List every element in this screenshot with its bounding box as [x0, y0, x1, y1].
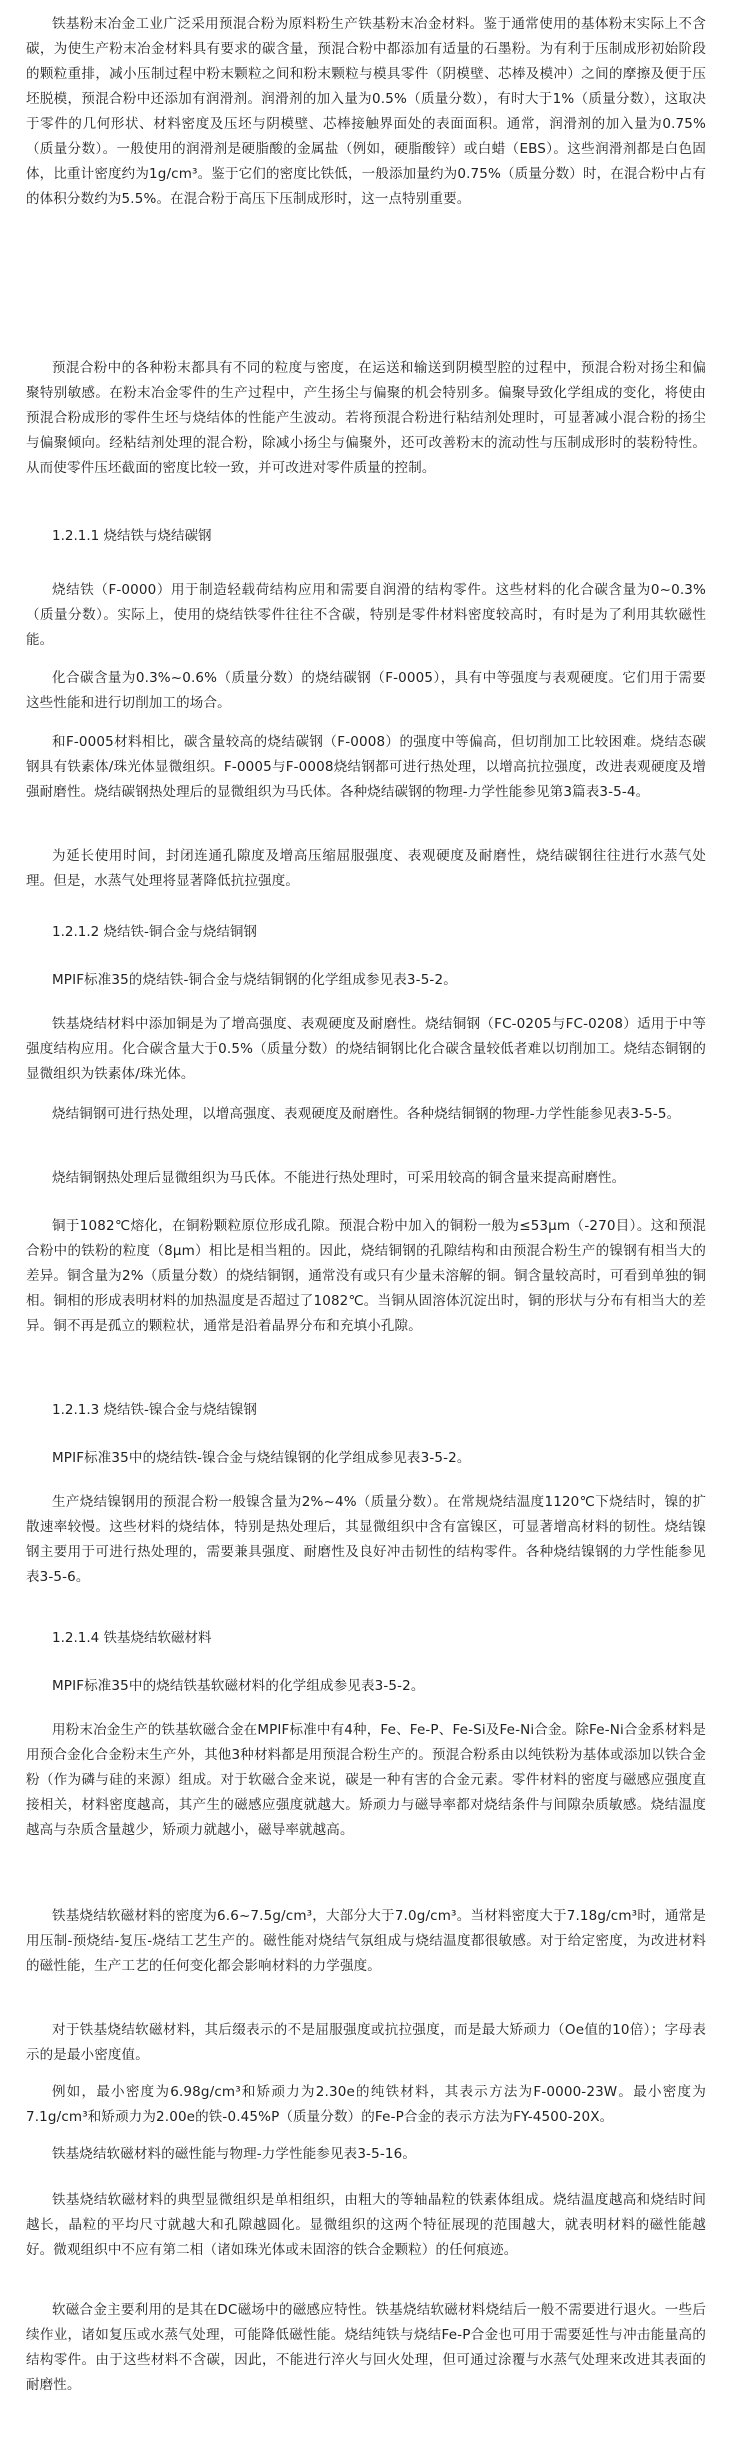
section-heading-iron-copper: 1.2.1.2 烧结铁-铜合金与烧结铜钢 [52, 924, 257, 940]
paragraph-designation-example: 例如，最小密度为6.98g/cm³和矫顽力为2.30e的纯铁材料，其表示方法为F-0000-23W。最小密度为7.1g/cm³和矫顽力为2.00e的铁-0.45%P（质量分数）的Fe-P合金的表示方法为FY-4500-20X。 [26, 2084, 706, 2125]
paragraph-copper-steel-use: 铁基烧结材料中添加铜是为了增高强度、表观硬度及耐磨性。烧结铜钢（FC-0205与FC-0208）适用于中等强度结构应用。化合碳含量大于0.5%（质量分数）的烧结铜钢比化合碳含量较低者难以切削加工。烧结态铜钢的显微组织为铁素体/珠光体。 [26, 1016, 706, 1082]
paragraph-segregation: 预混合粉中的各种粉末都具有不同的粒度与密度，在运送和输送到阴模型腔的过程中，预混合粉对扬尘和偏聚特别敏感。在粉末冶金零件的生产过程中，产生扬尘与偏聚的机会特别多。偏聚导致化学组成的变化，将使由预混合粉成形的零件生坯与烧结体的性能产生波动。若将预混合粉进行粘结剂处理时，可显著减小混合粉的扬尘与偏聚倾向。经粘结剂处理的混合粉，除减小扬尘与偏聚外，还可改善粉末的流动性与压制成形时的装粉特性。从而使零件压坯截面的密度比较一致，并可改进对零件质量的控制。 [26, 360, 706, 476]
paragraph-carbon-content: 化合碳含量为0.3%~0.6%（质量分数）的烧结碳钢（F-0005），具有中等强度与表观硬度。它们用于需要这些性能和进行切削加工的场合。 [26, 670, 706, 711]
paragraph-suffix-meaning: 对于铁基烧结软磁材料，其后缀表示的不是屈服强度或抗拉强度，而是最大矫顽力（Oe值的10倍）；字母表示的是最小密度值。 [26, 2022, 706, 2063]
section-heading-soft-magnetic: 1.2.1.4 铁基烧结软磁材料 [52, 1630, 212, 1646]
paragraph-soft-magnetic-alloys: 用粉末冶金生产的铁基软磁合金在MPIF标准中有4种，Fe、Fe-P、Fe-Si及Fe-Ni合金。除Fe-Ni合金系材料是用预合金化合金粉末生产外，其他3种材料都是用预混合粉生产的。预混合粉系由以纯铁粉为基体或添加以铁合金粉（作为磷与硅的来源）组成。对于软磁合金来说，碳是一种有害的合金元素。零件材料的密度与磁感应强度直接相关，材料密度越高，其产生的磁感应强度就越大。矫顽力与磁导率都对烧结条件与间隙杂质敏感。烧结温度越高与杂质含量越少，矫顽力就越小，磁导率就越高。 [26, 1722, 706, 1838]
paragraph-microstructure: 铁基烧结软磁材料的典型显微组织是单相组织，由粗大的等轴晶粒的铁素体组成。烧结温度越高和烧结时间越长，晶粒的平均尺寸就越大和孔隙越圆化。显微组织的这两个特征展现的范围越大，就表明材料的磁性能越好。微观组织中不应有第二相（诸如珠光体或未固溶的铁合金颗粒）的任何痕迹。 [26, 2192, 706, 2258]
paragraph-copper-melting: 铜于1082℃熔化，在铜粉颗粒原位形成孔隙。预混合粉中加入的铜粉一般为≤53μm（-270目）。这和预混合粉中的铁粉的粒度（8μm）相比是相当粗的。因此，烧结铜钢的孔隙结构和由预混合粉生产的镍钢有相当大的差异。铜含量为2%（质量分数）的烧结铜钢，通常没有或只有少量未溶解的铜。铜含量较高时，可看到单独的铜相。铜相的形成表明材料的加热温度是否超过了1082℃。当铜从固溶体沉淀出时，铜的形状与分布有相当大的差异。铜不再是孤立的颗粒状，通常是沿着晶界分布和充填小孔隙。 [26, 1218, 706, 1334]
paragraph-sintered-iron: 烧结铁（F-0000）用于制造轻载荷结构应用和需要自润滑的结构零件。这些材料的化合碳含量为0~0.3%（质量分数）。实际上，使用的烧结铁零件往往不含碳，特别是零件材料密度较高时，有时是为了利用其软磁性能。 [26, 582, 706, 648]
paragraph-copper-heat-treatment: 烧结铜钢可进行热处理，以增高强度、表观硬度及耐磨性。各种烧结铜钢的物理-力学性能参见表3-5-5。 [52, 1106, 681, 1122]
paragraph-soft-magnetic-density: 铁基烧结软磁材料的密度为6.6~7.5g/cm³，大部分大于7.0g/cm³。当材料密度大于7.18g/cm³时，通常是用压制-预烧结-复压-烧结工艺生产的。磁性能对烧结气氛组成与烧结温度都很敏感。对于给定密度，为改进材料的磁性能，生产工艺的任何变化都会影响材料的力学强度。 [26, 1908, 706, 1974]
paragraph-nickel-steel: 生产烧结镍钢用的预混合粉一般镍含量为2%~4%（质量分数）。在常规烧结温度1120℃下烧结时，镍的扩散速率较慢。这些材料的烧结体，特别是热处理后，其显微组织中含有富镍区，可显著增高材料的韧性。烧结镍钢主要用于可进行热处理的，需要兼具强度、耐磨性及良好冲击韧性的结构零件。各种烧结镍钢的力学性能参见表3-5-6。 [26, 1494, 706, 1585]
paragraph-martensite: 烧结铜钢热处理后显微组织为马氏体。不能进行热处理时，可采用较高的铜含量来提高耐磨性。 [52, 1170, 626, 1186]
section-heading-sintered-iron-carbon-steel: 1.2.1.1 烧结铁与烧结碳钢 [52, 528, 212, 544]
paragraph-magnetic-properties-table: 铁基烧结软磁材料的磁性能与物理-力学性能参见表3-5-16。 [52, 2146, 416, 2162]
paragraph-steam-treatment: 为延长使用时间，封闭连通孔隙度及增高压缩屈服强度、表观硬度及耐磨性，烧结碳钢往往进行水蒸气处理。但是，水蒸气处理将显著降低抗拉强度。 [26, 848, 706, 889]
paragraph-dc-field: 软磁合金主要利用的是其在DC磁场中的磁感应特性。铁基烧结软磁材料烧结后一般不需要进行退火。一些后续作业，诸如复压或水蒸气处理，可能降低磁性能。烧结纯铁与烧结Fe-P合金也可用于需要延性与冲击能量高的结构零件。由于这些材料不含碳，因此，不能进行淬火与回火处理，但可通过涂覆与水蒸气处理来改进其表面的耐磨性。 [26, 2302, 706, 2393]
paragraph-premix-intro: 铁基粉末冶金工业广泛采用预混合粉为原料粉生产铁基粉末冶金材料。鉴于通常使用的基体粉末实际上不含碳，为使生产粉末冶金材料具有要求的碳含量，预混合粉中都添加有适量的石墨粉。为有利于压制成形初始阶段的颗粒重排，减小压制过程中粉末颗粒之间和粉末颗粒与模具零件（阴模壁、芯棒及模冲）之间的摩擦及便于压坯脱模，预混合粉中还添加有润滑剂。润滑剂的加入量为0.5%（质量分数），有时大于1%（质量分数），这取决于零件的几何形状、材料密度及压坯与阴模壁、芯棒接触界面处的表面面积。通常，润滑剂的加入量为0.75%（质量分数）。一般使用的润滑剂是硬脂酸的金属盐（例如，硬脂酸锌）或白蜡（EBS）。这些润滑剂都是白色固体，比重计密度约为1g/cm³。鉴于它们的密度比铁低，一般添加量约为0.75%（质量分数）时，在混合粉中占有的体积分数约为5.5%。在混合粉于高压下压制成形时，这一点特别重要。 [26, 16, 706, 207]
section-heading-iron-nickel: 1.2.1.3 烧结铁-镍合金与烧结镍钢 [52, 1402, 257, 1418]
paragraph-mpif-nickel: MPIF标准35中的烧结铁-镍合金与烧结镍钢的化学组成参见表3-5-2。 [52, 1450, 471, 1466]
paragraph-f0008: 和F-0005材料相比，碳含量较高的烧结碳钢（F-0008）的强度中等偏高，但切削加工比较困难。烧结态碳钢具有铁素体/珠光体显微组织。F-0005与F-0008烧结钢都可进行热处理，以增高抗拉强度，改进表观硬度及增强耐磨性。烧结碳钢热处理后的显微组织为马氏体。各种烧结碳钢的物理-力学性能参见第3篇表3-5-4。 [26, 734, 706, 800]
paragraph-mpif-copper: MPIF标准35的烧结铁-铜合金与烧结铜钢的化学组成参见表3-5-2。 [52, 972, 457, 988]
paragraph-mpif-soft-magnetic: MPIF标准35中的烧结铁基软磁材料的化学组成参见表3-5-2。 [52, 1678, 425, 1694]
